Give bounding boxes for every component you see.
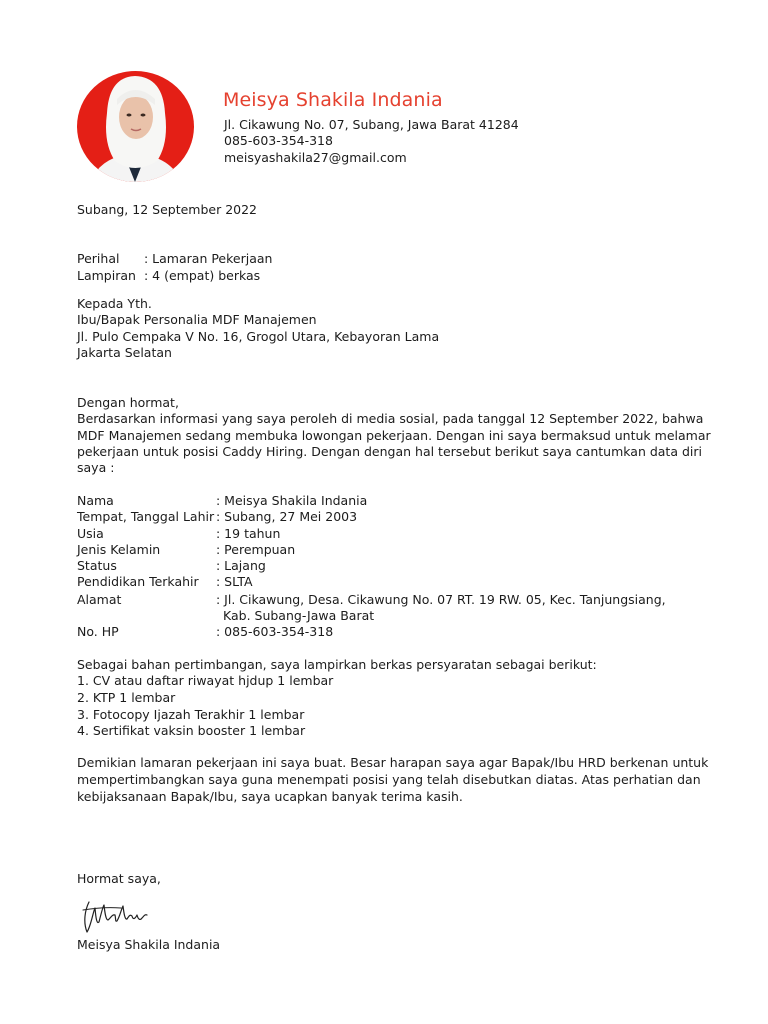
recipient-line: Jl. Pulo Cempaka V No. 16, Grogol Utara, Kebayoran Lama	[77, 329, 440, 344]
data-row-phone	[77, 624, 333, 640]
data-label: Nama	[77, 493, 114, 508]
intro-line: pekerjaan untuk posisi Caddy Hiring. Dengan dengan hal tersebut berikut saya cantumkan data diri	[77, 444, 702, 459]
header-name: Meisya Shakila Indania	[223, 89, 443, 111]
data-label: Pendidikan Terkahir	[77, 574, 199, 589]
attachment-item: 1. CV atau daftar riwayat hjdup 1 lembar	[77, 673, 334, 688]
recipient-line: Ibu/Bapak Personalia MDF Manajemen	[77, 312, 317, 327]
data-value: : 19 tahun	[216, 526, 281, 541]
subject-row	[77, 251, 272, 267]
data-label: No. HP	[77, 624, 119, 639]
data-value: : Lajang	[216, 558, 266, 573]
data-value: : Subang, 27 Mei 2003	[216, 509, 358, 524]
data-row-gender	[77, 542, 295, 558]
data-label: Alamat	[77, 592, 122, 607]
data-label: Status	[77, 558, 117, 573]
intro-line: saya :	[77, 460, 115, 475]
attachment-count-label: Lampiran	[77, 268, 136, 283]
data-value: : Jl. Cikawung, Desa. Cikawung No. 07 RT. 19 RW. 05, Kec. Tanjungsiang,	[216, 592, 666, 607]
attachment-item: 4. Sertifikat vaksin booster 1 lembar	[77, 723, 306, 738]
subject-value: : Lamaran Pekerjaan	[144, 251, 273, 266]
data-row-address	[77, 592, 666, 608]
profile-photo-illustration	[77, 71, 194, 182]
data-value: : SLTA	[216, 574, 253, 589]
profile-photo	[77, 71, 194, 182]
data-label: Jenis Kelamin	[77, 542, 161, 557]
intro-line: Berdasarkan informasi yang saya peroleh di media sosial, pada tanggal 12 September 2022, bahwa	[77, 411, 704, 426]
data-row-education	[77, 574, 253, 590]
sign-off: Hormat saya,	[77, 871, 161, 886]
attachment-count-value: : 4 (empat) berkas	[144, 268, 261, 283]
data-label: Usia	[77, 526, 104, 541]
date-line: Subang, 12 September 2022	[77, 202, 258, 217]
data-label: Tempat, Tanggal Lahir	[77, 509, 215, 524]
data-row-nama	[77, 493, 367, 509]
recipient-line: Jakarta Selatan	[77, 345, 172, 360]
data-value: : Perempuan	[216, 542, 296, 557]
data-row-ttl	[77, 509, 357, 525]
header-email: meisyashakila27@gmail.com	[224, 150, 407, 165]
data-value: : 085-603-354-318	[216, 624, 334, 639]
signature-name: Meisya Shakila Indania	[77, 937, 221, 952]
subject-label: Perihal	[77, 251, 120, 266]
greeting: Dengan hormat,	[77, 395, 179, 410]
closing-line: kebijaksanaan Bapak/Ibu, saya ucapkan banyak terima kasih.	[77, 789, 463, 804]
header-address: Jl. Cikawung No. 07, Subang, Jawa Barat 41284	[224, 117, 519, 132]
recipient-line: Kepada Yth.	[77, 296, 152, 311]
data-row-usia	[77, 526, 280, 542]
handwritten-signature	[79, 892, 155, 938]
data-value: : Meisya Shakila Indania	[216, 493, 368, 508]
attachments-intro: Sebagai bahan pertimbangan, saya lampirkan berkas persyaratan sebagai berikut:	[77, 657, 597, 672]
intro-line: MDF Manajemen sedang membuka lowongan pekerjaan. Dengan ini saya bermaksud untuk melamar	[77, 428, 711, 443]
closing-line: mempertimbangkan saya guna menempati posisi yang telah disebutkan diatas. Atas perhatian dan	[77, 772, 701, 787]
attachment-item: 2. KTP 1 lembar	[77, 690, 176, 705]
data-value-continuation: Kab. Subang-Jawa Barat	[223, 608, 375, 623]
attachment-item: 3. Fotocopy Ijazah Terakhir 1 lembar	[77, 707, 305, 722]
header-phone: 085-603-354-318	[224, 133, 333, 148]
closing-line: Demikian lamaran pekerjaan ini saya buat. Besar harapan saya agar Bapak/Ibu HRD berkenan untuk	[77, 755, 709, 770]
attachment-count-row	[77, 268, 260, 284]
data-row-status	[77, 558, 266, 574]
